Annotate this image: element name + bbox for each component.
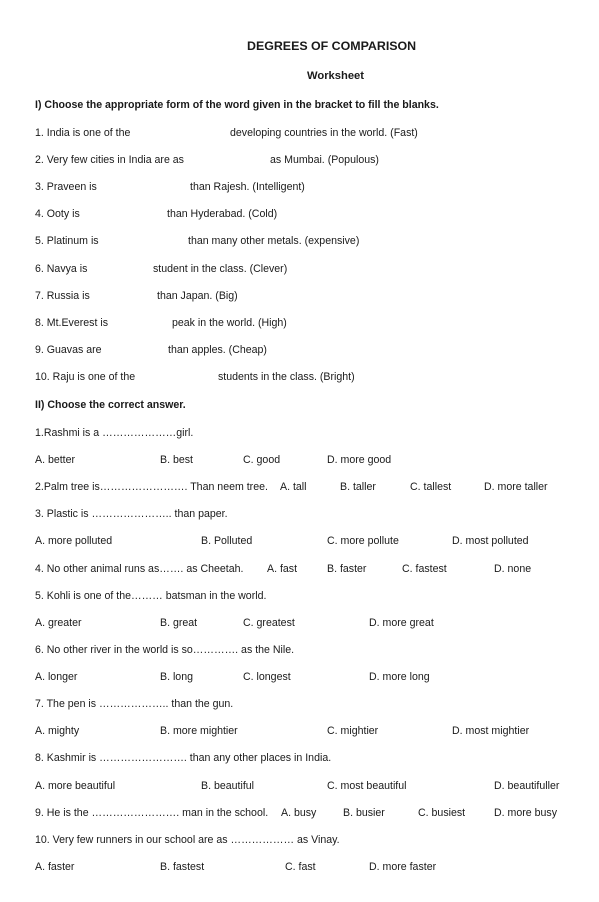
- mcq-question-9: 9. He is the ……………………. man in the school.: [35, 807, 269, 819]
- mcq-9-option-b: B. busier: [343, 807, 385, 819]
- fill-item-2-hint: as Mumbai. (Populous): [270, 154, 379, 166]
- mcq-3-option-c: C. more pollute: [327, 535, 399, 547]
- section2-heading: II) Choose the correct answer.: [35, 399, 186, 411]
- page-subtitle: Worksheet: [307, 70, 364, 82]
- fill-item-9-text: 9. Guavas are: [35, 344, 102, 356]
- mcq-2-option-d: D. more taller: [484, 481, 548, 493]
- mcq-2-option-b: B. taller: [340, 481, 376, 493]
- fill-item-3-hint: than Rajesh. (Intelligent): [190, 181, 305, 193]
- mcq-question-3: 3. Plastic is ………………….. than paper.: [35, 508, 228, 520]
- mcq-10-option-d: D. more faster: [369, 861, 437, 873]
- mcq-6-option-b: B. long: [160, 671, 193, 683]
- fill-item-4-hint: than Hyderabad. (Cold): [167, 208, 278, 220]
- mcq-6-option-c: C. longest: [243, 671, 291, 683]
- mcq-8-option-a: A. more beautiful: [35, 780, 116, 792]
- mcq-10-option-a: A. faster: [35, 861, 75, 873]
- fill-item-8-hint: peak in the world. (High): [172, 317, 287, 329]
- mcq-9-option-a: A. busy: [281, 807, 317, 819]
- page-title: DEGREES OF COMPARISON: [247, 39, 417, 53]
- mcq-1-option-a: A. better: [35, 454, 76, 466]
- mcq-question-7: 7. The pen is ……………….. than the gun.: [35, 698, 234, 710]
- mcq-2-option-c: C. tallest: [410, 481, 452, 493]
- mcq-5-option-a: A. greater: [35, 617, 82, 629]
- mcq-4-option-c: C. fastest: [402, 563, 447, 575]
- section1-heading: I) Choose the appropriate form of the word given in the bracket to fill the blanks.: [35, 99, 439, 111]
- mcq-7-option-c: C. mightier: [327, 725, 379, 737]
- fill-item-5-text: 5. Platinum is: [35, 235, 99, 247]
- mcq-8-option-d: D. beautifuller: [494, 780, 560, 792]
- mcq-question-6: 6. No other river in the world is so…………. as the Nile.: [35, 644, 295, 656]
- fill-item-6-hint: student in the class. (Clever): [153, 263, 288, 275]
- fill-item-4-text: 4. Ooty is: [35, 208, 80, 220]
- fill-item-9-hint: than apples. (Cheap): [168, 344, 267, 356]
- mcq-8-option-c: C. most beautiful: [327, 780, 407, 792]
- mcq-question-5: 5. Kohli is one of the……… batsman in the world.: [35, 590, 267, 602]
- mcq-3-option-a: A. more polluted: [35, 535, 113, 547]
- mcq-1-option-b: B. best: [160, 454, 193, 466]
- fill-item-7-hint: than Japan. (Big): [157, 290, 238, 302]
- mcq-2-option-a: A. tall: [280, 481, 307, 493]
- mcq-4-option-b: B. faster: [327, 563, 367, 575]
- mcq-question-10: 10. Very few runners in our school are as ……………… as Vinay.: [35, 834, 340, 846]
- mcq-7-option-d: D. most mightier: [452, 725, 530, 737]
- fill-item-1-text: 1. India is one of the: [35, 127, 131, 139]
- mcq-7-option-b: B. more mightier: [160, 725, 238, 737]
- mcq-question-4: 4. No other animal runs as……. as Cheetah.: [35, 563, 244, 575]
- mcq-4-option-d: D. none: [494, 563, 532, 575]
- mcq-question-1: 1.Rashmi is a …………………girl.: [35, 427, 194, 439]
- mcq-6-option-d: D. more long: [369, 671, 430, 683]
- mcq-9-option-c: C. busiest: [418, 807, 466, 819]
- mcq-10-option-c: C. fast: [285, 861, 316, 873]
- mcq-5-option-b: B. great: [160, 617, 198, 629]
- mcq-question-2: 2.Palm tree is……………………. Than neem tree.: [35, 481, 268, 493]
- fill-item-10-text: 10. Raju is one of the: [35, 371, 136, 383]
- mcq-1-option-c: C. good: [243, 454, 281, 466]
- mcq-5-option-d: D. more great: [369, 617, 434, 629]
- fill-item-7-text: 7. Russia is: [35, 290, 90, 302]
- fill-item-10-hint: students in the class. (Bright): [218, 371, 355, 383]
- mcq-9-option-d: D. more busy: [494, 807, 557, 819]
- mcq-8-option-b: B. beautiful: [201, 780, 255, 792]
- fill-item-2-text: 2. Very few cities in India are as: [35, 154, 184, 166]
- mcq-10-option-b: B. fastest: [160, 861, 205, 873]
- mcq-question-8: 8. Kashmir is ……………………. than any other places in India.: [35, 752, 332, 764]
- fill-item-3-text: 3. Praveen is: [35, 181, 97, 193]
- fill-item-8-text: 8. Mt.Everest is: [35, 317, 108, 329]
- mcq-1-option-d: D. more good: [327, 454, 392, 466]
- mcq-4-option-a: A. fast: [267, 563, 298, 575]
- mcq-3-option-b: B. Polluted: [201, 535, 253, 547]
- fill-item-6-text: 6. Navya is: [35, 263, 88, 275]
- fill-item-5-hint: than many other metals. (expensive): [188, 235, 360, 247]
- mcq-3-option-d: D. most polluted: [452, 535, 529, 547]
- mcq-7-option-a: A. mighty: [35, 725, 80, 737]
- fill-item-1-hint: developing countries in the world. (Fast): [230, 127, 418, 139]
- mcq-5-option-c: C. greatest: [243, 617, 295, 629]
- mcq-6-option-a: A. longer: [35, 671, 78, 683]
